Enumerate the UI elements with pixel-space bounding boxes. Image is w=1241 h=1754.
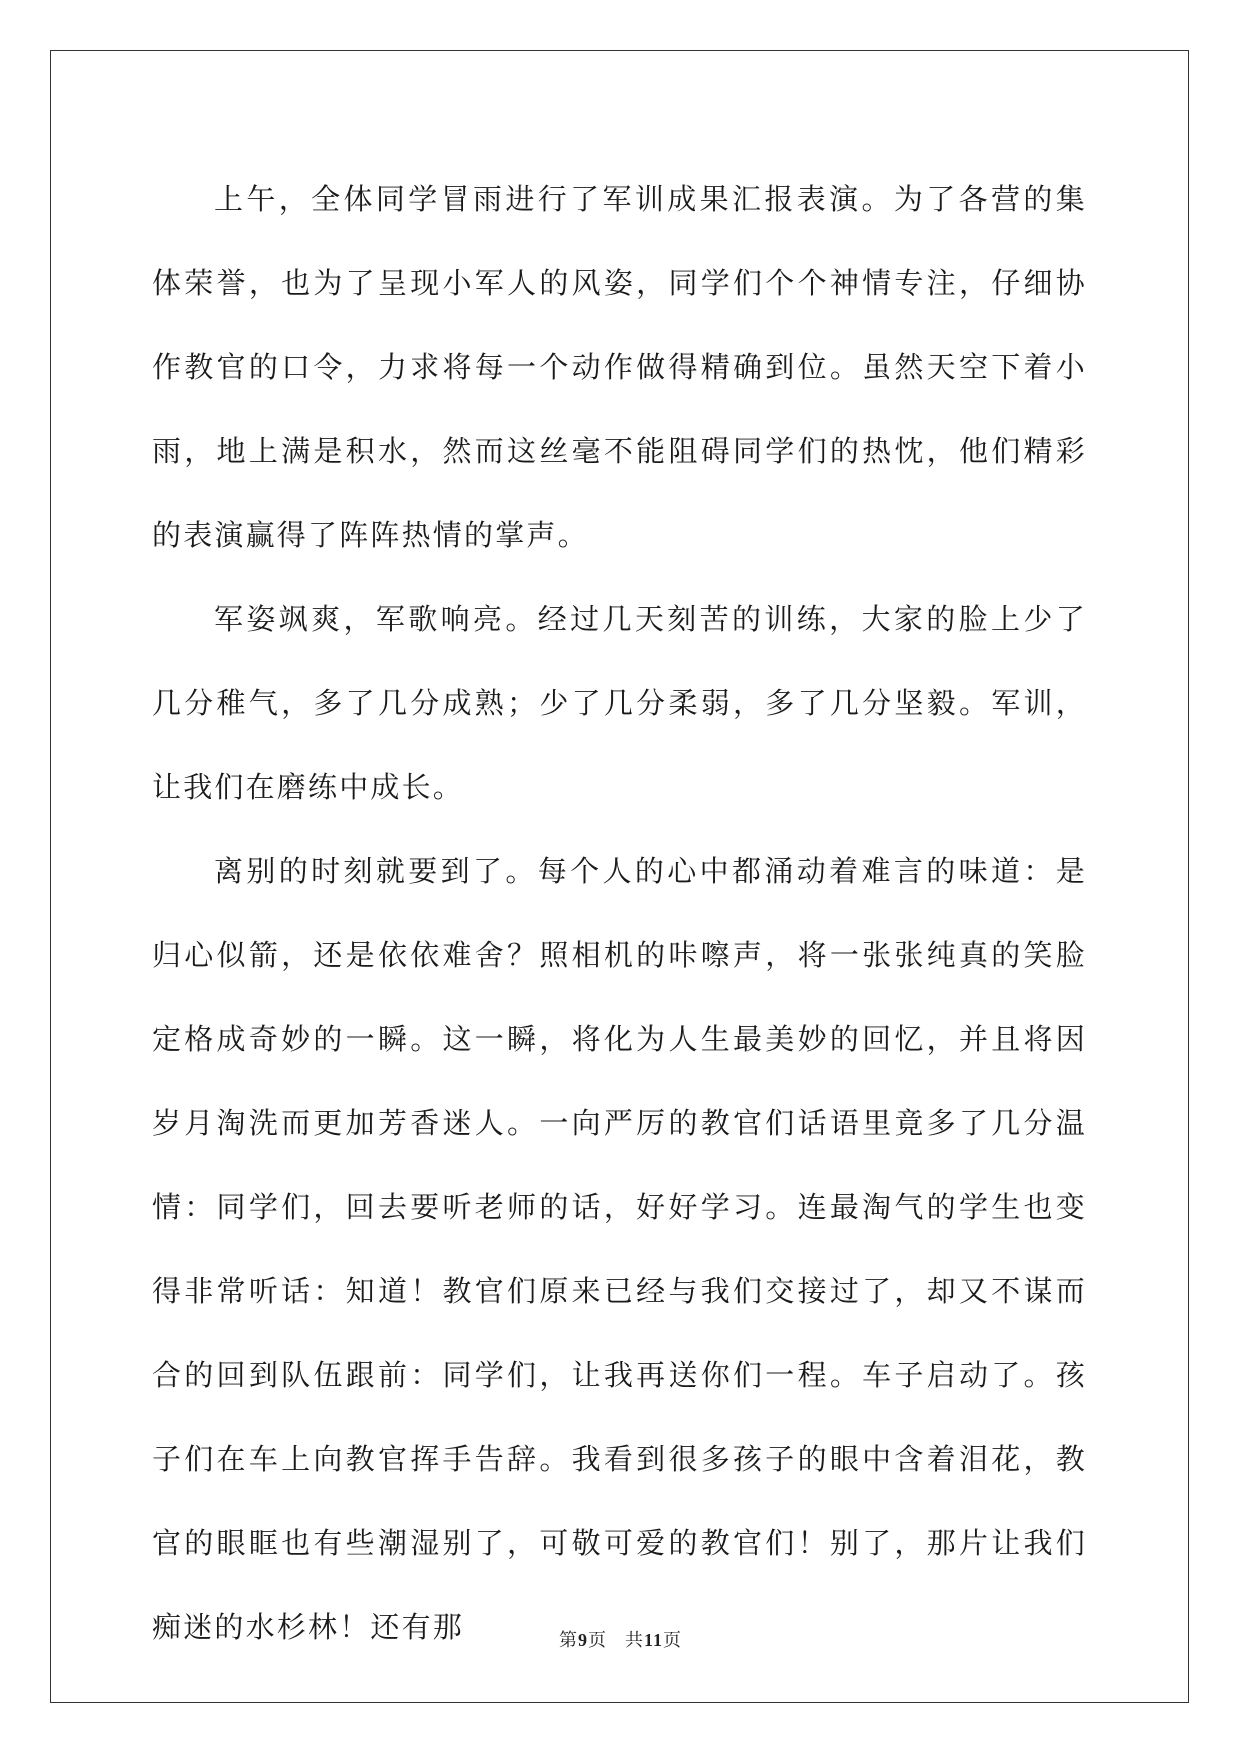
- page-number: 9: [577, 1630, 588, 1650]
- total-prefix: 共: [624, 1630, 644, 1651]
- page-footer: [0, 1626, 1241, 1652]
- paragraph-3: 离别的时刻就要到了。每个人的心中都涌动着难言的味道：是归心似箭，还是依依难舍？照相机的咔嚓声，将一张张纯真的笑脸定格成奇妙的一瞬。这一瞬，将化为人生最美妙的回忆，并且将因岁月淘洗而更加芳香迷人。一向严厉的教官们话语里竟多了几分温情：同学们，回去要听老师的话，好好学习。连最淘气的学生也变得非常听话：知道！教官们原来已经与我们交接过了，却又不谋而合的回到队伍跟前：同学们，让我再送你们一程。车子启动了。孩子们在车上向教官挥手告辞。我看到很多孩子的眼中含着泪花，教官的眼眶也有些潮湿别了，可敬可爱的教官们！别了，那片让我们痴迷的水杉林！还有那: [152, 854, 1087, 1644]
- document-body: [152, 157, 1087, 1669]
- paragraph-2: 军姿飒爽，军歌响亮。经过几天刻苦的训练，大家的脸上少了几分稚气，多了几分成熟；少了几分柔弱，多了几分坚毅。军训，让我们在磨练中成长。: [152, 602, 1087, 804]
- paragraph-1: 上午，全体同学冒雨进行了军训成果汇报表演。为了各营的集体荣誉，也为了呈现小军人的风姿，同学们个个神情专注，仔细协作教官的口令，力求将每一个动作做得精确到位。虽然天空下着小雨，地上满是积水，然而这丝毫不能阻碍同学们的热忱，他们精彩的表演赢得了阵阵热情的掌声。: [152, 182, 1087, 552]
- total-suffix: 页: [663, 1630, 682, 1651]
- total-pages: 11: [643, 1630, 663, 1650]
- page-prefix: 第: [558, 1630, 578, 1651]
- page-suffix: 页: [587, 1630, 607, 1651]
